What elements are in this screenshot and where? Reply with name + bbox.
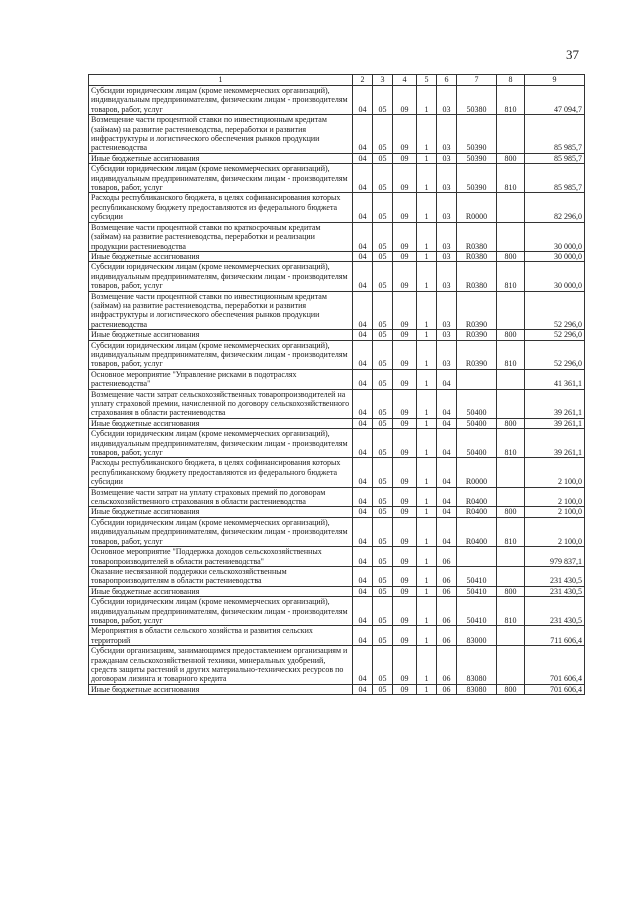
cell-name: Субсидии юридическим лицам (кроме некоммерческих организаций), индивидуальным предпринимателям, физическим лицам - производителям товаров, работ, услуг [89, 597, 353, 626]
cell-code-4: 09 [393, 487, 417, 507]
cell-code-2: 04 [353, 429, 373, 458]
cell-code-3: 05 [373, 330, 393, 340]
cell-amount: 231 430,5 [525, 597, 585, 626]
cell-expense-type: 810 [497, 517, 525, 546]
cell-code-2: 04 [353, 222, 373, 251]
cell-code-2: 04 [353, 418, 373, 428]
cell-target-article: R0400 [457, 487, 497, 507]
cell-target-article: R0390 [457, 291, 497, 330]
cell-name: Иные бюджетные ассигнования [89, 684, 353, 694]
cell-code-6: 06 [437, 684, 457, 694]
column-header: 5 [417, 75, 437, 86]
cell-code-6: 03 [437, 291, 457, 330]
cell-code-3: 05 [373, 418, 393, 428]
cell-target-article: 50380 [457, 86, 497, 115]
cell-amount: 85 985,7 [525, 153, 585, 163]
cell-code-4: 09 [393, 547, 417, 567]
cell-amount: 711 606,4 [525, 626, 585, 646]
cell-code-6: 06 [437, 626, 457, 646]
cell-code-6: 06 [437, 597, 457, 626]
cell-expense-type: 800 [497, 153, 525, 163]
cell-code-5: 1 [417, 517, 437, 546]
cell-expense-type [497, 547, 525, 567]
cell-code-6: 03 [437, 164, 457, 193]
cell-code-3: 05 [373, 566, 393, 586]
cell-target-article: R0380 [457, 262, 497, 291]
cell-code-4: 09 [393, 330, 417, 340]
table-row [89, 597, 585, 626]
cell-code-3: 05 [373, 684, 393, 694]
cell-target-article: 83080 [457, 646, 497, 685]
cell-code-4: 09 [393, 429, 417, 458]
cell-code-3: 05 [373, 222, 393, 251]
cell-code-4: 09 [393, 418, 417, 428]
cell-expense-type [497, 458, 525, 487]
cell-code-6: 03 [437, 193, 457, 222]
cell-target-article: 50390 [457, 153, 497, 163]
cell-amount: 82 296,0 [525, 193, 585, 222]
cell-expense-type: 810 [497, 262, 525, 291]
cell-code-4: 09 [393, 369, 417, 389]
cell-code-5: 1 [417, 369, 437, 389]
cell-code-3: 05 [373, 86, 393, 115]
cell-name: Расходы республиканского бюджета, в целях софинансирования которых республиканскому бюджету предоставляются из федерального бюджета субсидии [89, 193, 353, 222]
cell-code-4: 09 [393, 597, 417, 626]
cell-amount: 2 100,0 [525, 517, 585, 546]
cell-amount: 2 100,0 [525, 487, 585, 507]
cell-name: Мероприятия в области сельского хозяйства и развития сельских территорий [89, 626, 353, 646]
cell-code-5: 1 [417, 164, 437, 193]
cell-expense-type: 810 [497, 597, 525, 626]
cell-code-5: 1 [417, 153, 437, 163]
cell-name: Основное мероприятие "Поддержка доходов сельскохозяйственных товаропроизводителей в области растениеводства" [89, 547, 353, 567]
cell-code-3: 05 [373, 251, 393, 261]
cell-code-6: 03 [437, 251, 457, 261]
cell-expense-type [497, 115, 525, 154]
cell-name: Иные бюджетные ассигнования [89, 251, 353, 261]
cell-expense-type [497, 566, 525, 586]
cell-code-4: 09 [393, 222, 417, 251]
column-header: 2 [353, 75, 373, 86]
cell-code-4: 09 [393, 684, 417, 694]
cell-name: Субсидии организациям, занимающимся предоставлением организациям и гражданам сельскохозяйственной техники, минеральных удобрений, средств защиты растений и других материально-технических ресурсов по договорам лизинга и товарного кредита [89, 646, 353, 685]
cell-code-6: 04 [437, 418, 457, 428]
cell-code-3: 05 [373, 487, 393, 507]
column-header: 3 [373, 75, 393, 86]
cell-code-3: 05 [373, 262, 393, 291]
cell-expense-type [497, 193, 525, 222]
cell-target-article: 50390 [457, 164, 497, 193]
cell-code-2: 04 [353, 330, 373, 340]
cell-code-6: 03 [437, 340, 457, 369]
cell-target-article: 50390 [457, 115, 497, 154]
cell-code-6: 06 [437, 646, 457, 685]
cell-target-article: R0000 [457, 458, 497, 487]
cell-code-5: 1 [417, 507, 437, 517]
cell-name: Оказание несвязанной поддержки сельскохозяйственным товаропроизводителям в области растениеводства [89, 566, 353, 586]
cell-expense-type: 800 [497, 251, 525, 261]
cell-target-article: R0380 [457, 222, 497, 251]
cell-amount: 85 985,7 [525, 164, 585, 193]
cell-code-2: 04 [353, 115, 373, 154]
cell-code-2: 04 [353, 86, 373, 115]
cell-code-5: 1 [417, 340, 437, 369]
cell-name: Иные бюджетные ассигнования [89, 586, 353, 596]
cell-expense-type: 800 [497, 586, 525, 596]
cell-target-article: 83000 [457, 626, 497, 646]
cell-code-5: 1 [417, 547, 437, 567]
cell-code-2: 04 [353, 291, 373, 330]
cell-code-5: 1 [417, 487, 437, 507]
cell-code-6: 03 [437, 115, 457, 154]
cell-code-4: 09 [393, 646, 417, 685]
cell-code-5: 1 [417, 251, 437, 261]
cell-code-6: 04 [437, 429, 457, 458]
table-row [89, 330, 585, 340]
cell-code-3: 05 [373, 547, 393, 567]
cell-code-3: 05 [373, 646, 393, 685]
cell-name: Иные бюджетные ассигнования [89, 418, 353, 428]
cell-code-2: 04 [353, 153, 373, 163]
cell-code-5: 1 [417, 115, 437, 154]
cell-code-5: 1 [417, 330, 437, 340]
cell-code-6: 04 [437, 369, 457, 389]
cell-code-4: 09 [393, 86, 417, 115]
cell-name: Иные бюджетные ассигнования [89, 330, 353, 340]
cell-target-article: 83080 [457, 684, 497, 694]
cell-code-3: 05 [373, 193, 393, 222]
cell-expense-type: 800 [497, 418, 525, 428]
cell-code-4: 09 [393, 340, 417, 369]
table-row [89, 487, 585, 507]
cell-expense-type: 800 [497, 507, 525, 517]
table-row [89, 164, 585, 193]
cell-code-3: 05 [373, 115, 393, 154]
cell-code-6: 03 [437, 330, 457, 340]
cell-code-3: 05 [373, 597, 393, 626]
cell-target-article: R0000 [457, 193, 497, 222]
column-header: 1 [89, 75, 353, 86]
budget-table [88, 74, 585, 695]
cell-code-6: 04 [437, 389, 457, 418]
table-row [89, 251, 585, 261]
cell-code-6: 03 [437, 86, 457, 115]
table-row [89, 566, 585, 586]
cell-target-article: 50400 [457, 418, 497, 428]
cell-code-3: 05 [373, 458, 393, 487]
cell-code-2: 04 [353, 507, 373, 517]
cell-target-article: R0380 [457, 251, 497, 261]
cell-target-article [457, 369, 497, 389]
cell-amount: 979 837,1 [525, 547, 585, 567]
cell-code-5: 1 [417, 222, 437, 251]
column-header: 9 [525, 75, 585, 86]
cell-code-2: 04 [353, 389, 373, 418]
cell-code-2: 04 [353, 164, 373, 193]
cell-amount: 85 985,7 [525, 115, 585, 154]
table-row [89, 340, 585, 369]
column-header: 7 [457, 75, 497, 86]
cell-amount: 231 430,5 [525, 566, 585, 586]
cell-amount: 52 296,0 [525, 340, 585, 369]
cell-target-article: 50400 [457, 429, 497, 458]
cell-code-5: 1 [417, 262, 437, 291]
cell-name: Возмещение части затрат на уплату страховых премий по договорам сельскохозяйственного страхования в области растениеводства [89, 487, 353, 507]
cell-target-article: 50410 [457, 597, 497, 626]
table-row [89, 646, 585, 685]
cell-code-5: 1 [417, 193, 437, 222]
table-row [89, 193, 585, 222]
cell-name: Возмещение части затрат сельскохозяйственных товаропроизводителей на уплату страховой премии, начисленной по договору сельскохозяйственного страхования в области растениеводства [89, 389, 353, 418]
cell-code-3: 05 [373, 153, 393, 163]
cell-code-5: 1 [417, 291, 437, 330]
page-number: 37 [566, 47, 579, 62]
cell-code-4: 09 [393, 262, 417, 291]
cell-code-5: 1 [417, 418, 437, 428]
cell-expense-type [497, 626, 525, 646]
cell-amount: 30 000,0 [525, 222, 585, 251]
cell-name: Субсидии юридическим лицам (кроме некоммерческих организаций), индивидуальным предпринимателям, физическим лицам - производителям товаров, работ, услуг [89, 164, 353, 193]
cell-code-5: 1 [417, 684, 437, 694]
cell-code-3: 05 [373, 586, 393, 596]
table-row [89, 507, 585, 517]
cell-amount: 701 606,4 [525, 684, 585, 694]
cell-name: Основное мероприятие "Управление рисками в подотраслях растениеводства" [89, 369, 353, 389]
cell-code-4: 09 [393, 291, 417, 330]
table-body [89, 86, 585, 695]
cell-expense-type: 800 [497, 330, 525, 340]
cell-code-2: 04 [353, 684, 373, 694]
cell-code-4: 09 [393, 115, 417, 154]
table-row [89, 429, 585, 458]
cell-expense-type [497, 646, 525, 685]
cell-name: Субсидии юридическим лицам (кроме некоммерческих организаций), индивидуальным предпринимателям, физическим лицам - производителям товаров, работ, услуг [89, 262, 353, 291]
cell-code-6: 06 [437, 566, 457, 586]
table-row [89, 369, 585, 389]
cell-code-4: 09 [393, 586, 417, 596]
cell-code-4: 09 [393, 251, 417, 261]
cell-code-2: 04 [353, 487, 373, 507]
cell-expense-type [497, 369, 525, 389]
cell-code-6: 04 [437, 458, 457, 487]
cell-code-6: 04 [437, 517, 457, 546]
cell-target-article: R0400 [457, 517, 497, 546]
table-row [89, 418, 585, 428]
table-row [89, 291, 585, 330]
cell-code-3: 05 [373, 369, 393, 389]
cell-code-6: 04 [437, 507, 457, 517]
table-row [89, 458, 585, 487]
table-row [89, 222, 585, 251]
cell-name: Иные бюджетные ассигнования [89, 507, 353, 517]
cell-name: Расходы республиканского бюджета, в целях софинансирования которых республиканскому бюджету предоставляются из федерального бюджета субсидии [89, 458, 353, 487]
table-row [89, 389, 585, 418]
cell-code-5: 1 [417, 86, 437, 115]
cell-code-2: 04 [353, 547, 373, 567]
cell-code-2: 04 [353, 262, 373, 291]
cell-name: Возмещение части процентной ставки по инвестиционным кредитам (займам) на развитие растениеводства, переработки и развития инфраструктуры и логистического обеспечения рынков продукции растениеводства [89, 115, 353, 154]
cell-code-5: 1 [417, 458, 437, 487]
cell-target-article: 50400 [457, 389, 497, 418]
cell-code-6: 03 [437, 153, 457, 163]
cell-target-article: R0390 [457, 330, 497, 340]
cell-code-4: 09 [393, 566, 417, 586]
cell-amount: 2 100,0 [525, 458, 585, 487]
cell-amount: 2 100,0 [525, 507, 585, 517]
cell-code-3: 05 [373, 626, 393, 646]
cell-amount: 52 296,0 [525, 291, 585, 330]
cell-code-2: 04 [353, 626, 373, 646]
cell-code-2: 04 [353, 369, 373, 389]
table-row [89, 626, 585, 646]
cell-code-3: 05 [373, 389, 393, 418]
column-header: 6 [437, 75, 457, 86]
cell-amount: 39 261,1 [525, 429, 585, 458]
cell-amount: 701 606,4 [525, 646, 585, 685]
cell-code-5: 1 [417, 566, 437, 586]
cell-code-5: 1 [417, 626, 437, 646]
cell-code-5: 1 [417, 586, 437, 596]
cell-target-article: R0390 [457, 340, 497, 369]
cell-code-4: 09 [393, 517, 417, 546]
cell-amount: 30 000,0 [525, 262, 585, 291]
cell-code-3: 05 [373, 429, 393, 458]
cell-code-2: 04 [353, 458, 373, 487]
cell-target-article: R0400 [457, 507, 497, 517]
cell-expense-type: 810 [497, 429, 525, 458]
cell-code-4: 09 [393, 153, 417, 163]
cell-code-2: 04 [353, 193, 373, 222]
cell-expense-type [497, 222, 525, 251]
cell-code-2: 04 [353, 646, 373, 685]
column-header: 8 [497, 75, 525, 86]
cell-expense-type [497, 389, 525, 418]
cell-amount: 30 000,0 [525, 251, 585, 261]
table-header-row [89, 75, 585, 86]
cell-code-6: 06 [437, 547, 457, 567]
cell-code-3: 05 [373, 291, 393, 330]
cell-amount: 231 430,5 [525, 586, 585, 596]
cell-code-5: 1 [417, 597, 437, 626]
cell-code-3: 05 [373, 164, 393, 193]
cell-code-4: 09 [393, 389, 417, 418]
cell-code-5: 1 [417, 646, 437, 685]
cell-expense-type [497, 487, 525, 507]
cell-name: Возмещение части процентной ставки по инвестиционным кредитам (займам) на развитие растениеводства, переработки и развития инфраструктуры и логистического обеспечения рынков продукции растениеводства [89, 291, 353, 330]
cell-code-3: 05 [373, 517, 393, 546]
cell-expense-type: 810 [497, 164, 525, 193]
cell-code-4: 09 [393, 458, 417, 487]
column-header: 4 [393, 75, 417, 86]
cell-name: Субсидии юридическим лицам (кроме некоммерческих организаций), индивидуальным предпринимателям, физическим лицам - производителям товаров, работ, услуг [89, 429, 353, 458]
cell-code-6: 03 [437, 222, 457, 251]
cell-target-article [457, 547, 497, 567]
cell-amount: 47 094,7 [525, 86, 585, 115]
cell-code-2: 04 [353, 517, 373, 546]
table-row [89, 547, 585, 567]
cell-expense-type: 810 [497, 86, 525, 115]
cell-code-5: 1 [417, 389, 437, 418]
cell-amount: 39 261,1 [525, 418, 585, 428]
cell-name: Субсидии юридическим лицам (кроме некоммерческих организаций), индивидуальным предпринимателям, физическим лицам - производителям товаров, работ, услуг [89, 517, 353, 546]
cell-code-6: 06 [437, 586, 457, 596]
cell-code-6: 04 [437, 487, 457, 507]
cell-expense-type: 810 [497, 340, 525, 369]
cell-code-6: 03 [437, 262, 457, 291]
cell-name: Иные бюджетные ассигнования [89, 153, 353, 163]
cell-amount: 52 296,0 [525, 330, 585, 340]
table-row [89, 684, 585, 694]
cell-name: Субсидии юридическим лицам (кроме некоммерческих организаций), индивидуальным предпринимателям, физическим лицам - производителям товаров, работ, услуг [89, 86, 353, 115]
cell-code-2: 04 [353, 251, 373, 261]
cell-code-2: 04 [353, 597, 373, 626]
table-row [89, 153, 585, 163]
cell-expense-type: 800 [497, 684, 525, 694]
cell-amount: 41 361,1 [525, 369, 585, 389]
table-row [89, 115, 585, 154]
cell-code-2: 04 [353, 566, 373, 586]
cell-code-4: 09 [393, 507, 417, 517]
cell-code-3: 05 [373, 507, 393, 517]
cell-code-4: 09 [393, 626, 417, 646]
cell-code-4: 09 [393, 193, 417, 222]
cell-name: Возмещение части процентной ставки по краткосрочным кредитам (займам) на развитие растениеводства, переработки и реализации продукции растениеводства [89, 222, 353, 251]
cell-target-article: 50410 [457, 586, 497, 596]
cell-code-2: 04 [353, 340, 373, 369]
cell-code-4: 09 [393, 164, 417, 193]
cell-expense-type [497, 291, 525, 330]
table-row [89, 262, 585, 291]
cell-code-5: 1 [417, 429, 437, 458]
table-row [89, 86, 585, 115]
table-row [89, 586, 585, 596]
table-row [89, 517, 585, 546]
cell-code-3: 05 [373, 340, 393, 369]
cell-name: Субсидии юридическим лицам (кроме некоммерческих организаций), индивидуальным предпринимателям, физическим лицам - производителям товаров, работ, услуг [89, 340, 353, 369]
cell-code-2: 04 [353, 586, 373, 596]
cell-target-article: 50410 [457, 566, 497, 586]
cell-amount: 39 261,1 [525, 389, 585, 418]
